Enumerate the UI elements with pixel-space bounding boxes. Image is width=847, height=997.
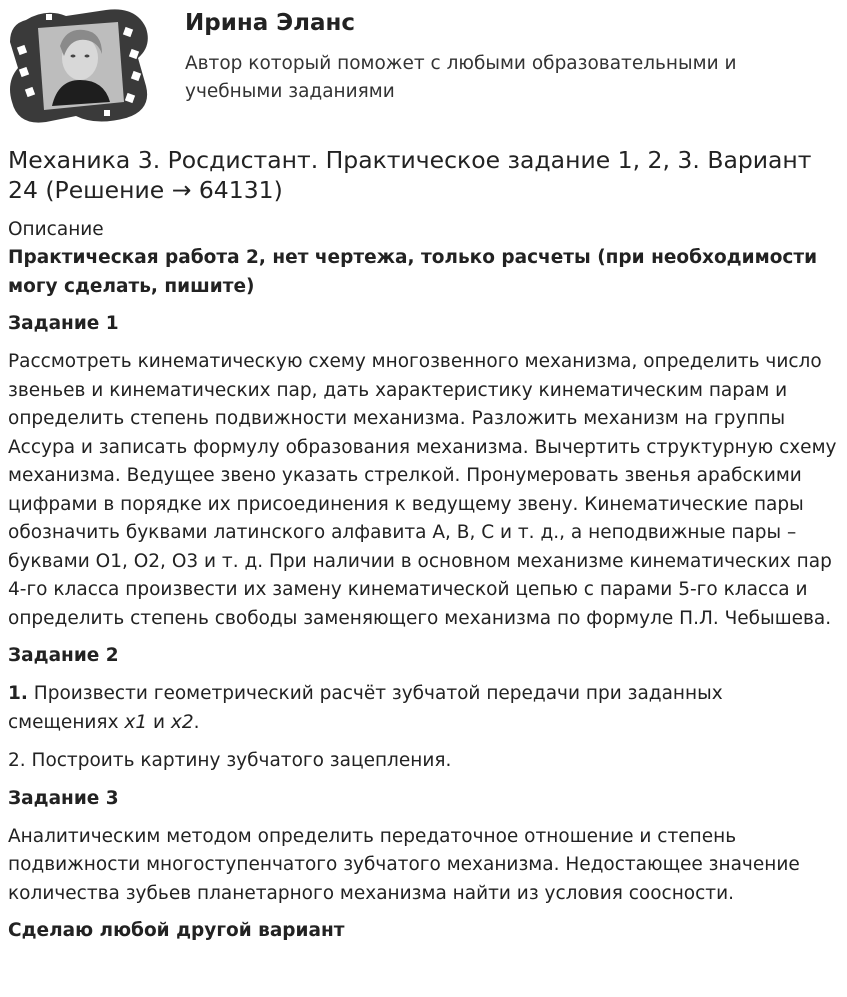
author-photo-film-frame	[10, 9, 148, 122]
task2-heading: Задание 2	[8, 645, 119, 666]
task2-item2: 2. Построить картину зубчатого зацепления.	[8, 750, 452, 771]
task2-item1-text: Произвести геометрический расчёт зубчатой передачи при заданных смещениях	[8, 683, 723, 733]
author-header	[0, 0, 847, 135]
footer-bold: Сделаю любой другой вариант	[8, 920, 345, 941]
main-content	[0, 145, 847, 945]
task2-item1	[8, 680, 839, 737]
author-name[interactable]: Ирина Эланс	[185, 10, 356, 36]
task1-heading: Задание 1	[8, 313, 119, 334]
author-description: Автор который поможет с любыми образовательными и учебными заданиями	[185, 53, 737, 102]
task2-item1-number: 1.	[8, 683, 28, 704]
intro-bold: Практическая работа 2, нет чертежа, только расчеты (при необходимости могу сделать, пишите)	[8, 247, 818, 297]
task1-text: Рассмотреть кинематическую схему многозвенного механизма, определить число звеньев и кинематических пар, дать характеристику кинематическим парам и определить степень подвижности механизма. Разложить механизм на группы Ассура и записать формулу образования механизма. Вычертить структурную схему механизма. Ведущее звено указать стрелкой. Пронумеровать звенья арабскими цифрами в порядке их присоединения к ведущему звену. Кинематические пары обозначить буквами латинского алфавита А, В, С и т. д., а неподвижные пары – буквами О1, О2, О3 и т. д. При наличии в основном механизме кинематических пар 4-го класса произвести их замену кинематической цепью с парами 5-го класса и определить степень свободы заменяющего механизма по формуле П.Л. Чебышева.	[8, 351, 837, 629]
task2-x1: x1	[124, 711, 148, 733]
task3-text: Аналитическим методом определить передаточное отношение и степень подвижности многоступенчатого зубчатого механизма. Недостающее значение количества зубьев планетарного механизма найти из условия соосности.	[8, 825, 800, 904]
description-label: Описание	[8, 219, 104, 240]
page-title: Механика 3. Росдистант. Практическое задание 1, 2, 3. Вариант 24 (Решение → 64131)	[8, 146, 812, 204]
task2-x2: x2	[170, 711, 194, 733]
task3-heading: Задание 3	[8, 787, 119, 809]
task2-and: и	[147, 711, 171, 733]
task2-item1-end: .	[193, 711, 200, 733]
author-avatar[interactable]	[6, 6, 152, 126]
